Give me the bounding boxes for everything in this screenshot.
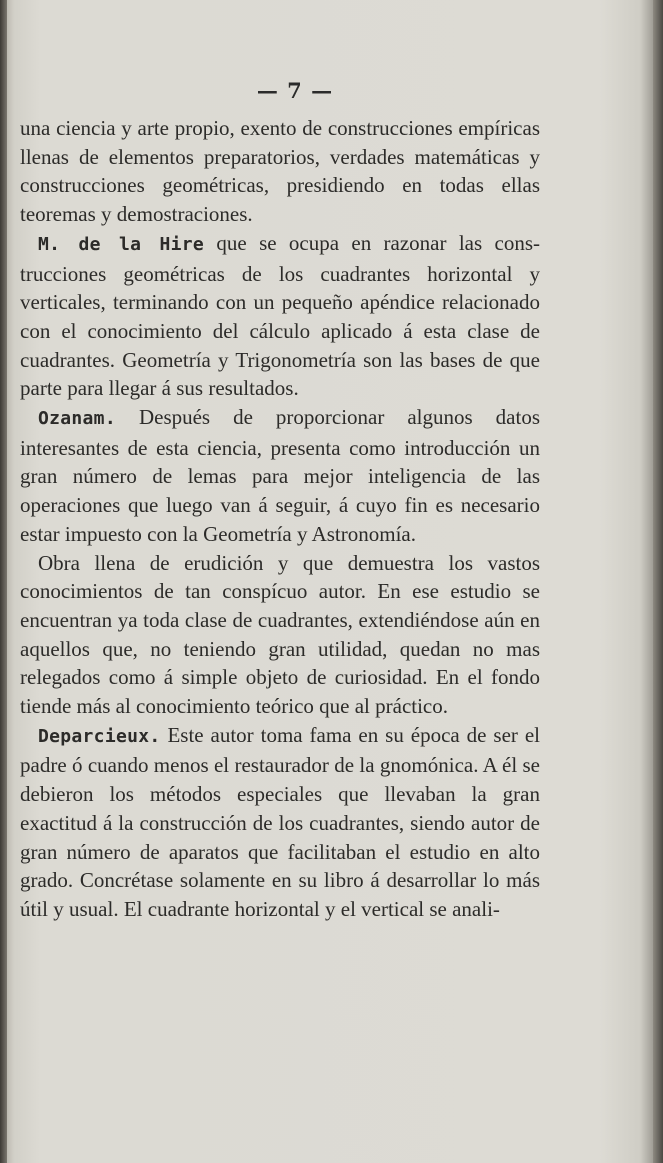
page-number: — 7 —: [256, 78, 334, 103]
paragraph-text: una ciencia y arte propio, exento de construcciones empíricas llenas de elementos preparatorios, verdades matemáticas y construcciones geométricas, presidiendo en todas ellas teoremas y demostraciones.: [20, 116, 540, 227]
paragraph-de-la-hire: [20, 229, 540, 403]
author-name: Deparcieux.: [38, 725, 161, 747]
author-name: Ozanam.: [38, 408, 116, 430]
paragraph-ozanam: [20, 403, 540, 549]
author-name: M. de la Hire: [38, 233, 205, 255]
paragraph-text: que se ocupa en razonar las construcciones geométricas de los cuadrantes horizontal y verticales, terminando con un pequeño apéndice relacionado con el conocimiento del cálculo aplicado á esta clase de cuadrantes. Geometría y Trigonometría son las bases de que parte para llegar á sus resultados.: [20, 230, 541, 401]
paragraph-intro-continuation: [20, 114, 540, 229]
paragraph-text: Este autor toma fama en su época de ser el padre ó cuando menos el restaurador de la gnomónica. A él se debieron los métodos especiales que llevaban la gran exactitud á la construcción de los cuadrantes, siendo autor de gran número de aparatos que facilitaban el estudio en alto grado. Concrétase solamente en su libro á desarrollar lo más útil y usual. El cuadrante horizontal y el vertical se anali-: [20, 722, 540, 921]
paragraph-ozanam-assessment: [20, 549, 540, 721]
paragraph-deparcieux: [20, 721, 540, 924]
body-text: [20, 114, 540, 924]
page-edge-shadow: [653, 0, 663, 1163]
paragraph-text: Obra llena de erudición y que demuestra los vastos conocimientos de tan conspícuo autor. En ese estudio se encuentran ya toda clase de cuadrantes, extendiéndose aún en aquellos que, no teniendo gran utilidad, quedan no mas relegados como á simple objeto de curiosidad. En el fondo tiende más al conocimiento teórico que al práctico.: [20, 550, 540, 719]
paragraph-text: Después de proporcionar algunos datos interesantes de esta ciencia, presenta como introducción un gran número de lemas para mejor inteligencia de las operaciones que luego van á seguir, á cuyo fin es necesario estar impuesto con la Geometría y Astronomía.: [20, 405, 540, 546]
book-spine-shadow: [0, 0, 7, 1163]
